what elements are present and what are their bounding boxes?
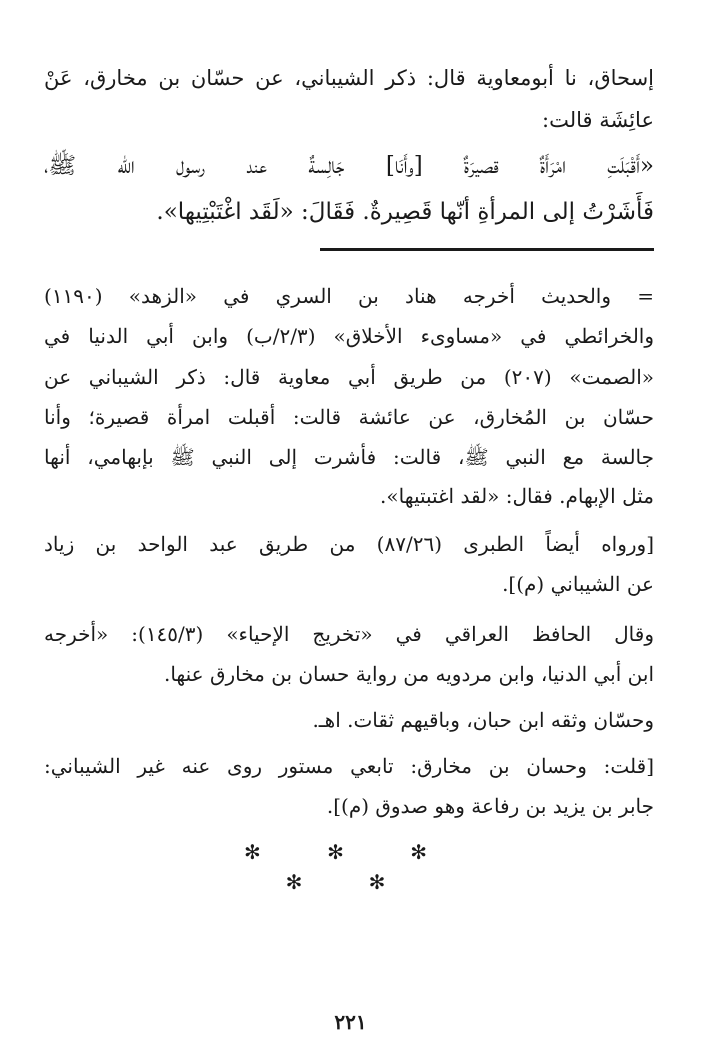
hadith-line-1: «أَقْبَلَتِ امْرَأَةٌ قصيرَةٌ [وأَنَا] جَالِسةٌ عند رسول الله ﷺ، xyxy=(44,153,654,179)
footnote-3-line-1: وقال الحافظ العراقي في «تخريج الإحياء» (١٤٥/٣): «أخرجه xyxy=(44,622,654,646)
section-divider-stars-top: ✻ ✻ ✻ xyxy=(244,840,457,864)
footnote-4-line-1: وحسّان وثقه ابن حبان، وباقيهم ثقات. اهـ. xyxy=(312,708,654,732)
footnote-5-line-2: جابر بن يزيد بن رفاعة وهو صدوق (م)]. xyxy=(326,794,654,818)
footnote-1-line-4: حسّان بن المُخارق، عن عائشة قالت: أقبلت امرأة قصيرة؛ وأنا xyxy=(44,405,654,429)
intro-line-2: عائِشَة قالت: xyxy=(542,108,654,132)
footnote-2-line-1: [ورواه أيضاً الطبرى (٨٧/٢٦) من طريق عبد الواحد بن زياد xyxy=(44,532,654,556)
intro-line-1: إسحاق، نا أبومعاوية قال: ذكر الشيباني، عن حسّان بن مخارق، عَنْ xyxy=(44,66,654,90)
hadith-line-2: فَأَشَرْتُ إلى المرأةِ أنّها قَصِيرةٌ. فَقَالَ: «لَقَد اغْتَبْتِيها». xyxy=(156,199,654,225)
footnote-2-line-2: عن الشيباني (م)]. xyxy=(502,572,654,596)
page-number: ٢٢١ xyxy=(334,1010,367,1034)
footnote-1-line-6: مثل الإبهام. فقال: «لقد اغتبتيها». xyxy=(380,484,654,508)
footnote-separator xyxy=(320,248,654,251)
footnote-1-line-5: جالسة مع النبي ﷺ، قالت: فأشرت إلى النبي ﷺ بإبهامي، أنها xyxy=(44,445,654,469)
footnote-1-line-2: والخرائطي في «مساوىء الأخلاق» (٢/٣/ب) وابن أبي الدنيا في xyxy=(44,324,654,348)
footnote-5-line-1: [قلت: وحسان بن مخارق: تابعي مستور روى عنه غير الشيباني: xyxy=(44,754,654,778)
footnote-1-line-3: «الصمت» (٢٠٧) من طريق أبي معاوية قال: ذكر الشيباني عن xyxy=(44,365,654,389)
section-divider-stars-bottom: ✻ ✻ xyxy=(285,870,416,894)
footnote-3-line-2: ابن أبي الدنيا، وابن مردويه من رواية حسان بن مخارق عنها. xyxy=(163,662,654,686)
footnote-1-line-1: = والحديث أخرجه هناد بن السري في «الزهد» (١١٩٠) xyxy=(44,284,654,308)
